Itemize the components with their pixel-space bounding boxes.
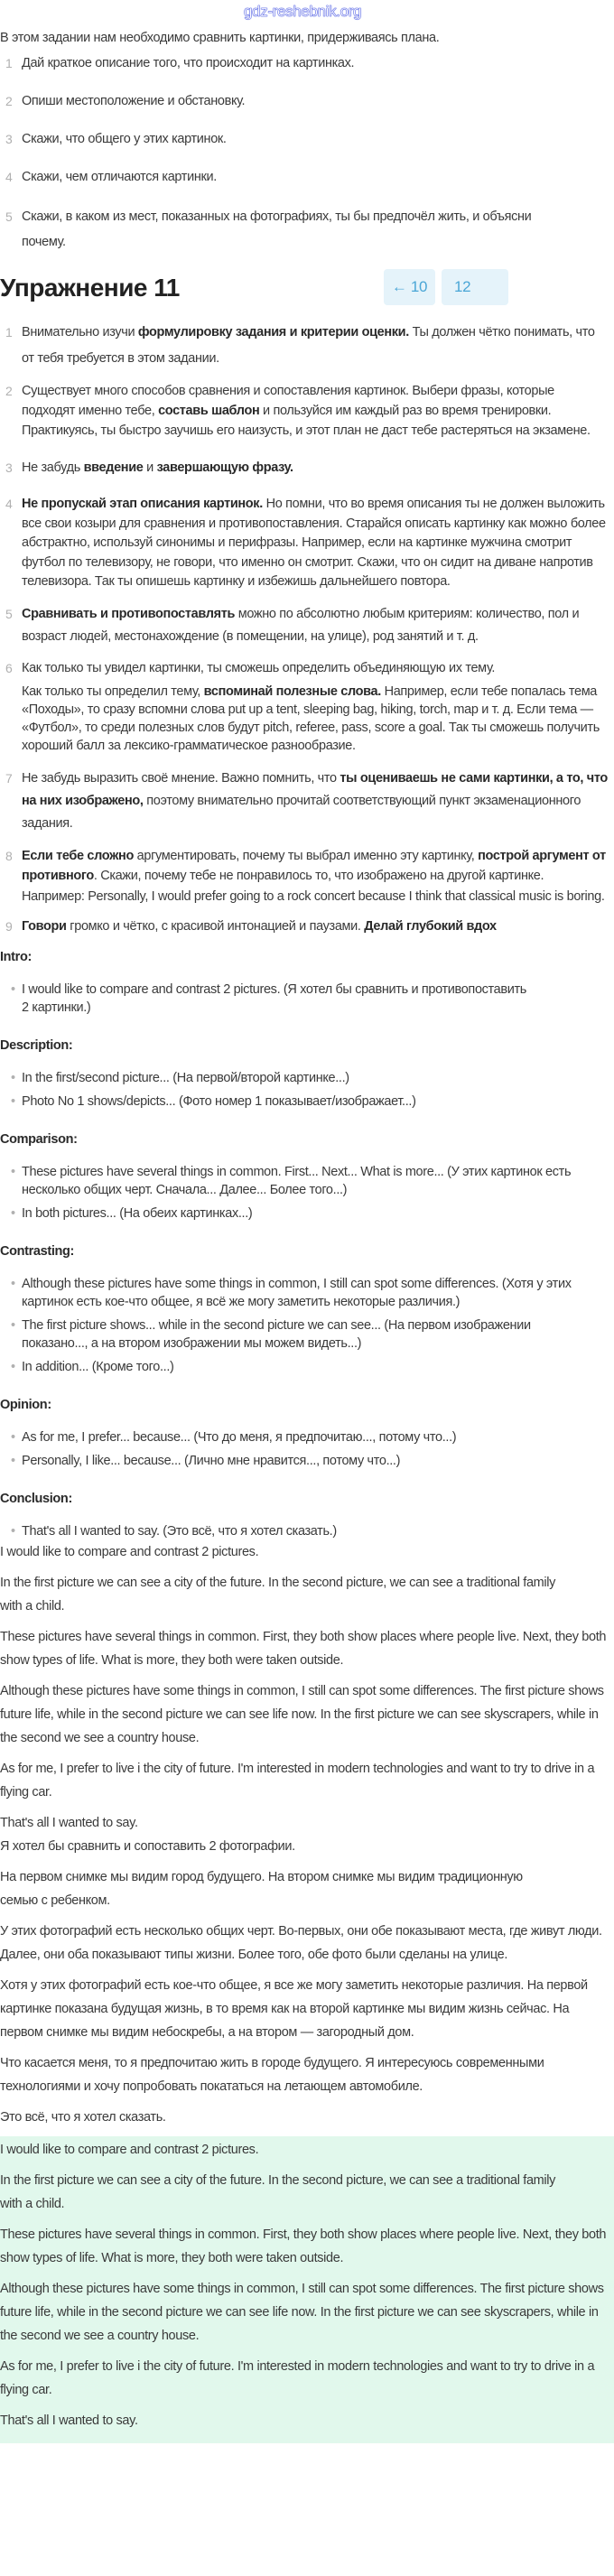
tip-text [22,325,595,366]
prev-exercise-button[interactable] [384,269,435,305]
tip-text [22,384,591,438]
tip-item [5,846,609,907]
bullet-icon: • [11,1206,15,1221]
plan-item [5,168,609,186]
bold-text: завершающую фразу. [156,460,293,475]
answer-paragraph: As for me, I prefer to live i the city of future. I'm interested in modern technologies and want to try to drive in a flying car. [0,2359,595,2397]
phrase-text: The first picture shows... while in the second picture we can see... (На первом изображении показано..., а на втором изображении мы можем видеть...) [22,1318,531,1351]
bold-text: Говори [22,919,67,934]
task-intro: В этом задании нам необходимо сравнить картинки, придерживаясь плана. [0,31,440,45]
plan-number: 5 [5,209,13,224]
bold-text: вспоминай полезные слова. [203,684,381,699]
tip-number: 7 [5,770,13,786]
phrase-item [11,1093,609,1111]
tip-item [5,917,609,935]
bullet-icon: • [11,1360,15,1374]
essay-en-paragraph: I would like to compare and contrast 2 pictures. [0,1545,259,1559]
bold-text: составь шаблон [158,404,260,418]
bullet-icon: • [11,1318,15,1333]
phrase-text: That's all I wanted to say. (Это всё, что я хотел сказать.) [22,1524,337,1539]
text-run: и [143,460,157,475]
answer-paragraph: I would like to compare and contrast 2 pictures. [0,2143,259,2157]
answer-paragraph: That's all I wanted to say. [0,2413,138,2428]
plan-text: Скажи, чем отличаются картинки. [22,170,217,184]
essay-ru-paragraph: Хотя у этих фотографий есть кое-что общее, я все же могу заметить некоторые различия. На первой картинке показана будущая жизнь, в то время как на второй картинке мы видим жизнь сейчас. На первом снимке мы видим небоскребы, а на втором — загородный дом. [0,1978,588,2040]
text-run: аргументировать, почему ты выбрал именно эту картинку, [133,848,479,863]
tip-text [22,684,600,753]
phrase-text: As for me, I prefer... because... (Что до меня, я предпочитаю..., потому что...) [22,1430,457,1445]
text-run: Не забудь выразить своё мнение. Важно помнить, что [22,770,340,786]
bullet-icon: • [11,1165,15,1179]
essay-en-paragraph: These pictures have several things in common. First, they both show places where people live. Next, they both show types of life. What is more, they both were taken outside. [0,1630,607,1668]
plan-number: 1 [5,56,13,70]
bold-text: Не пропускай этап описания картинок. [22,497,263,511]
text-run: Ты должен чётко понимать, что от тебя требуется в этом задании. [22,325,595,366]
tip-item [5,495,609,592]
plan-number: 3 [5,132,13,146]
plan-item [5,204,563,255]
essay-ru-paragraph: Это всё, что я хотел сказать. [0,2110,166,2125]
phrase-item [11,1204,609,1223]
phrase-heading: Intro: [0,950,32,964]
essay-en-paragraph: As for me, I prefer to live i the city of future. I'm interested in modern technologies and want to try to drive in a flying car. [0,1762,595,1799]
text-run: . Скажи, почему тебе не понравилось то, что изображено на другой картинке. Например: Personally, I would prefer going to a rock concert because I think that classical music is boring. [22,869,605,904]
tip-number: 2 [5,384,13,398]
phrase-item [11,1522,609,1540]
tip-text [22,771,608,831]
bullet-icon: • [11,1454,15,1468]
plan-text: Опиши местоположение и обстановку. [22,94,246,108]
text-run: поэтому внимательно прочитай соответствующий пункт экзаменационного задания. [22,793,581,831]
bullet-icon: • [11,1071,15,1085]
bold-text: Если тебе сложно [22,848,134,863]
phrase-text: I would like to compare and contrast 2 pictures. (Я хотел бы сравнить и противопоставить 2 картинки.) [22,982,526,1015]
bold-text: построй аргумент от противного [22,848,606,883]
text-run: Существует много способов сравнения и сопоставления картинок. Выбери фразы, которые подходят именно тебе, [22,384,554,418]
answer-paragraph: Although these pictures have some things in common, I still can spot some differences. The first picture shows future life, while in the second picture we can see life now. In the first picture we can see skyscrapers, while in the second we see a country house. [0,2282,604,2343]
bullet-icon: • [11,1524,15,1539]
phrase-heading: Comparison: [0,1132,78,1147]
plan-number: 4 [5,170,13,184]
phrase-item [11,1316,563,1353]
essay-en-paragraph: That's all I wanted to say. [0,1816,138,1830]
phrase-text: Personally, I like... because... (Лично мне нравится..., потому что...) [22,1454,401,1468]
bullet-icon: • [11,1277,15,1291]
phrase-heading: Description: [0,1038,73,1053]
tip-text [22,607,579,644]
bullet-icon: • [11,1094,15,1109]
answer-paragraph: In the first picture we can see a city of the future. In the second picture, we can see a traditional family with a child. [0,2173,556,2211]
next-exercise-button[interactable] [442,269,508,305]
phrase-item [11,1275,609,1311]
tip-number: 3 [5,460,13,475]
phrase-text: These pictures have several things in common. First... Next... What is more... (У этих картинок есть несколько общих черт. Сначала... Далее... Более того...) [22,1165,572,1197]
phrase-text: Although these pictures have some things in common, I still can spot some differences. (Хотя у этих картинок есть кое-что общее, я всё же могу заметить некоторые различия.) [22,1277,572,1309]
tip-text [22,919,497,934]
tip-item [5,659,609,677]
phrase-item [11,1163,591,1199]
tip-item-detail [22,683,609,755]
text-run: Внимательно изучи [22,325,138,339]
bold-text: формулировку задания и критерии оценки. [137,325,409,339]
next-exercise-label: 12 [454,278,471,295]
bold-text: введение [83,460,144,475]
essay-ru-paragraph: На первом снимке мы видим город будущего. На втором снимке мы видим традиционную семью с ребенком. [0,1870,523,1908]
site-logo-watermark: gdz-reshebnik.org [244,3,362,20]
phrase-item [11,981,527,1017]
tip-text [22,460,293,475]
bold-text: Сравнивать и противопоставлять [22,606,236,621]
bold-text: Делай глубокий вдох [364,919,497,934]
tip-item [5,381,609,441]
essay-ru-paragraph: Я хотел бы сравнить и сопоставить 2 фотографии. [0,1839,295,1854]
arrow-left-icon: ← [391,278,407,295]
bullet-icon: • [11,1430,15,1445]
tip-item [5,767,609,835]
phrase-text: Photo No 1 shows/depicts... (Фото номер 1 показывает/изображает...) [22,1094,416,1109]
bold-text: ты оцениваешь не сами картинки, а то, что на них изображено, [22,770,608,808]
text-run: Но помни, что во время описания ты не должен выложить все свои козыри для сравнения и противопоставления. Старайся описать картинку как можно более абстрактно, используй синонимы и перифразы. Например, если на картинке мужчина смотрит футбол по телевизору, не говори, что именно он смотрит. Скажи, что он сидит на диване напротив телевизора. Так ты опишешь картинку и избежишь дальнейшего повтора. [22,497,606,589]
phrase-item [11,1428,609,1446]
tip-text [22,497,606,589]
tip-item [5,320,609,372]
plan-item [5,92,609,110]
plan-item [5,130,609,148]
tip-number: 9 [5,919,13,934]
plan-item [5,54,609,72]
phrase-item [11,1069,609,1087]
phrase-heading: Contrasting: [0,1244,74,1259]
plan-number: 2 [5,94,13,108]
bullet-icon: • [11,982,15,997]
essay-ru-paragraph: У этих фотографий есть несколько общих черт. Во-первых, они обе показывают места, где живут люди. Далее, они оба показывают типы жизни. Более того, обе фото были сделаны на улице. [0,1924,602,1962]
phrase-text: In both pictures... (На обеих картинках...) [22,1206,253,1221]
tip-number: 4 [5,497,13,511]
answer-paragraph: These pictures have several things in common. First, they both show places where people live. Next, they both show types of life. What is more, they both were taken outside. [0,2227,607,2265]
essay-en-paragraph: Although these pictures have some things in common, I still can spot some differences. The first picture shows future life, while in the second picture we can see life now. In the first picture we can see skyscrapers, while in the second we see a country house. [0,1684,604,1745]
phrase-item [11,1452,609,1470]
phrase-text: In the first/second picture... (На первой/второй картинке...) [22,1071,349,1085]
tip-item [5,459,609,477]
tip-number: 6 [5,660,13,675]
phrase-text: In addition... (Кроме того...) [22,1360,174,1374]
tip-number: 8 [5,848,13,863]
phrase-heading: Conclusion: [0,1492,72,1506]
text-run: Как только ты увидел картинки, ты сможешь определить объединяющую их тему. [22,660,496,675]
tip-number: 1 [5,325,13,339]
text-run: Как только ты определил тему, [22,684,204,699]
text-run: можно по абсолютно любым критериям: количество, пол и возраст людей, местонахождение (в помещении, на улице), род занятий и т. д. [22,606,580,644]
text-run: громко и чётко, с красивой интонацией и паузами. [66,919,365,934]
plan-text: Дай краткое описание того, что происходит на картинках. [22,56,355,70]
phrase-item [11,1358,609,1376]
tip-number: 5 [5,606,13,621]
prev-exercise-label: 10 [410,278,428,295]
plan-text: Скажи, в каком из мест, показанных на фотографиях, ты бы предпочёл жить, и объясни почему. [22,209,532,249]
essay-en-paragraph: In the first picture we can see a city of the future. In the second picture, we can see a traditional family with a child. [0,1576,556,1613]
text-run: и пользуйся им каждый раз во время тренировки. Практикуясь, ты быстро заучишь его наизусть, и этот план не даст тебе растеряться на экзамене. [22,404,591,438]
tip-text [22,661,495,675]
exercise-title: Упражнение 11 [0,274,180,302]
text-run: Не забудь [22,460,84,475]
phrase-heading: Opinion: [0,1398,51,1412]
tip-text [22,849,606,904]
answer-box [0,2136,614,2443]
essay-ru-paragraph: Что касается меня, то я предпочитаю жить в городе будущего. Я интересуюсь современными технологиями и хочу попробовать покататься на летающем автомобиле. [0,2056,544,2094]
plan-text: Скажи, что общего у этих картинок. [22,132,227,146]
tip-item [5,603,609,648]
text-run: Например, если тебе попалась тема «Походы», то сразу вспомни слова put up a tent, sleeping bag, hiking, torch, map и т. д. Если тема — «Футбол», то среди полезных слов будут pitch, referee, pass, score a goal. Так ты сможешь получить хороший балл за лексико-грамматическое разнообразие. [22,684,600,753]
exercise-header [0,269,614,305]
